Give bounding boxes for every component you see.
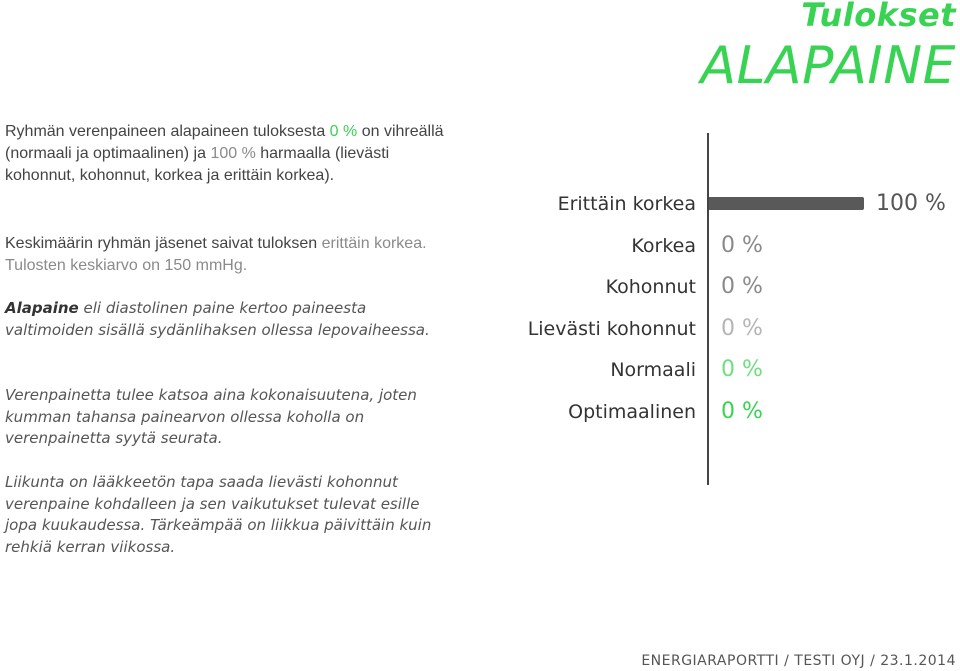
definition-paragraph [5,298,455,341]
value-label-4: 0 % [721,357,763,383]
category-label-5: Optimaalinen [568,401,696,423]
intro-text-a: Ryhmän verenpaineen alapaineen tuloksesta [5,123,330,140]
bar-0 [709,197,864,210]
category-label-2: Kohonnut [605,276,696,299]
value-label-3: 0 % [721,315,763,341]
average-grey-text: erittäin korkea. Tulosten keskiarvo on 150 mmHg. [5,235,427,274]
intro-paragraph [5,121,455,187]
intro-grey-pct: 100 % [210,145,256,162]
advice-paragraph-2: Liikunta on lääkkeetön tapa saada lievästi kohonnut verenpaine kohdalleen ja sen vaikutukset tulevat esille jopa kuukaudessa. Tärkeämpää on liikkua päivittäin kuin rehkiä kerran viikossa. [5,473,432,556]
advice-paragraph-1: Verenpainetta tulee katsoa aina kokonaisuutena, joten kumman tahansa painearvon ollessa koholla on verenpainetta syytä seurata. [5,386,417,447]
header-kicker: Tulokset [801,0,956,34]
definition-rest: eli diastolinen paine kertoo paineesta valtimoiden sisällä sydänlihaksen ollessa lepovaiheessa. [5,299,430,339]
average-paragraph [5,233,455,277]
value-label-5: 0 % [721,399,763,424]
value-label-1: 0 % [721,232,763,258]
intro-text-b: on vihreällä (normaali ja optimaalinen) ja [5,123,444,162]
definition-term: Alapaine [5,299,79,317]
category-label-0: Erittäin korkea [557,193,696,215]
page-title: ALAPAINE [700,36,956,96]
value-label-2: 0 % [721,274,763,300]
category-label-4: Normaali [610,359,696,382]
intro-green-pct: 0 % [329,123,358,140]
category-label-3: Lievästi kohonnut [527,317,696,340]
average-text-a: Keskimäärin ryhmän jäsenet saivat tuloksen [5,235,322,252]
value-label-0: 100 % [876,191,946,216]
chart-axis [707,133,709,485]
footer-text: ENERGIARAPORTTI / TESTI OYJ / 23.1.2014 [641,653,956,669]
intro-text-c: harmaalla (lievästi kohonnut, kohonnut, korkea ja erittäin korkea). [5,145,390,184]
category-label-1: Korkea [631,234,696,257]
